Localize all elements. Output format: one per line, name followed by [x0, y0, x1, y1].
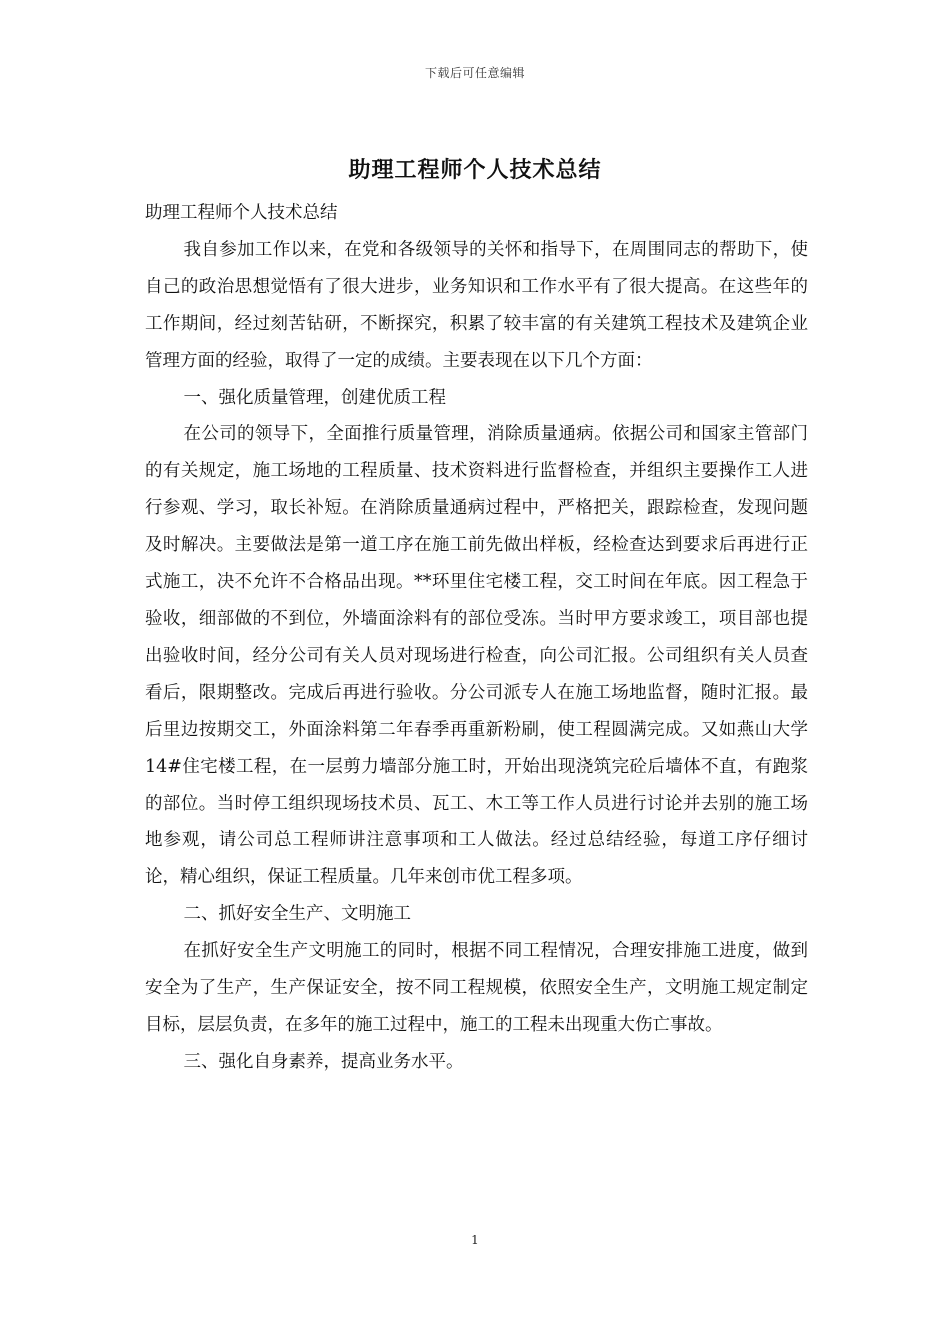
section-heading-3: 三、强化自身素养，提高业务水平。 — [183, 1051, 464, 1072]
section-heading-1: 一、强化质量管理，创建优质工程 — [183, 387, 446, 408]
subtitle-paragraph: 助理工程师个人技术总结 — [145, 203, 338, 223]
header-note: 下载后可任意编辑 — [424, 66, 525, 80]
intro-paragraph: 我自参加工作以来，在党和各级领导的关怀和指导下，在周围同志的帮助下，使自己的政治思想觉悟有了很大进步，业务知识和工作水平有了很大提高。在这些年的工作期间，经过刻苦钻研，不断探究，积累了较丰富的有关建筑工程技术及建筑企业管理方面的经验，取得了一定的成绩。主要表现在以下几个方面： — [145, 239, 808, 371]
document-title: 助理工程师个人技术总结 — [348, 157, 602, 183]
page-number: 1 — [471, 1233, 479, 1247]
section-heading-2: 二、抓好安全生产、文明施工 — [183, 904, 411, 925]
section-2-paragraph: 在抓好安全生产文明施工的同时，根据不同工程情况，合理安排施工进度，做到安全为了生产，生产保证安全，按不同工程规模，依照安全生产，文明施工规定制定目标，层层负责，在多年的施工过程中，施工的工程未出现重大伤亡事故。 — [145, 941, 808, 1035]
section-1-paragraph: 在公司的领导下，全面推行质量管理，消除质量通病。依据公司和国家主管部门的有关规定，施工场地的工程质量、技术资料进行监督检查，并组织主要操作工人进行参观、学习，取长补短。在消除质量通病过程中，严格把关，跟踪检查，发现问题及时解决。主要做法是第一道工序在施工前先做出样板，经检查达到要求后再进行正式施工，决不允许不合格品出现。**环里住宅楼工程，交工时间在年底。因工程急于验收，细部做的不到位，外墙面涂料有的部位受冻。当时甲方要求竣工，项目部也提出验收时间，经分公司有关人员对现场进行检查，向公司汇报。公司组织有关人员查看后，限期整改。完成后再进行验收。分公司派专人在施工场地监督，随时汇报。最后里边按期交工，外面涂料第二年春季再重新粉刷，使工程圆满完成。又如燕山大学 14#住宅楼工程，在一层剪力墙部分施工时，开始出现浇筑完砼后墙体不直，有跑浆的部位。当时停工组织现场技术员、瓦工、木工等工作人员进行讨论并去别的施工场地参观，请公司总工程师讲注意事项和工人做法。经过总结经验，每道工序仔细讨论，精心组织，保证工程质量。几年来创市优工程多项。 — [145, 424, 808, 888]
document-body — [145, 195, 808, 1081]
